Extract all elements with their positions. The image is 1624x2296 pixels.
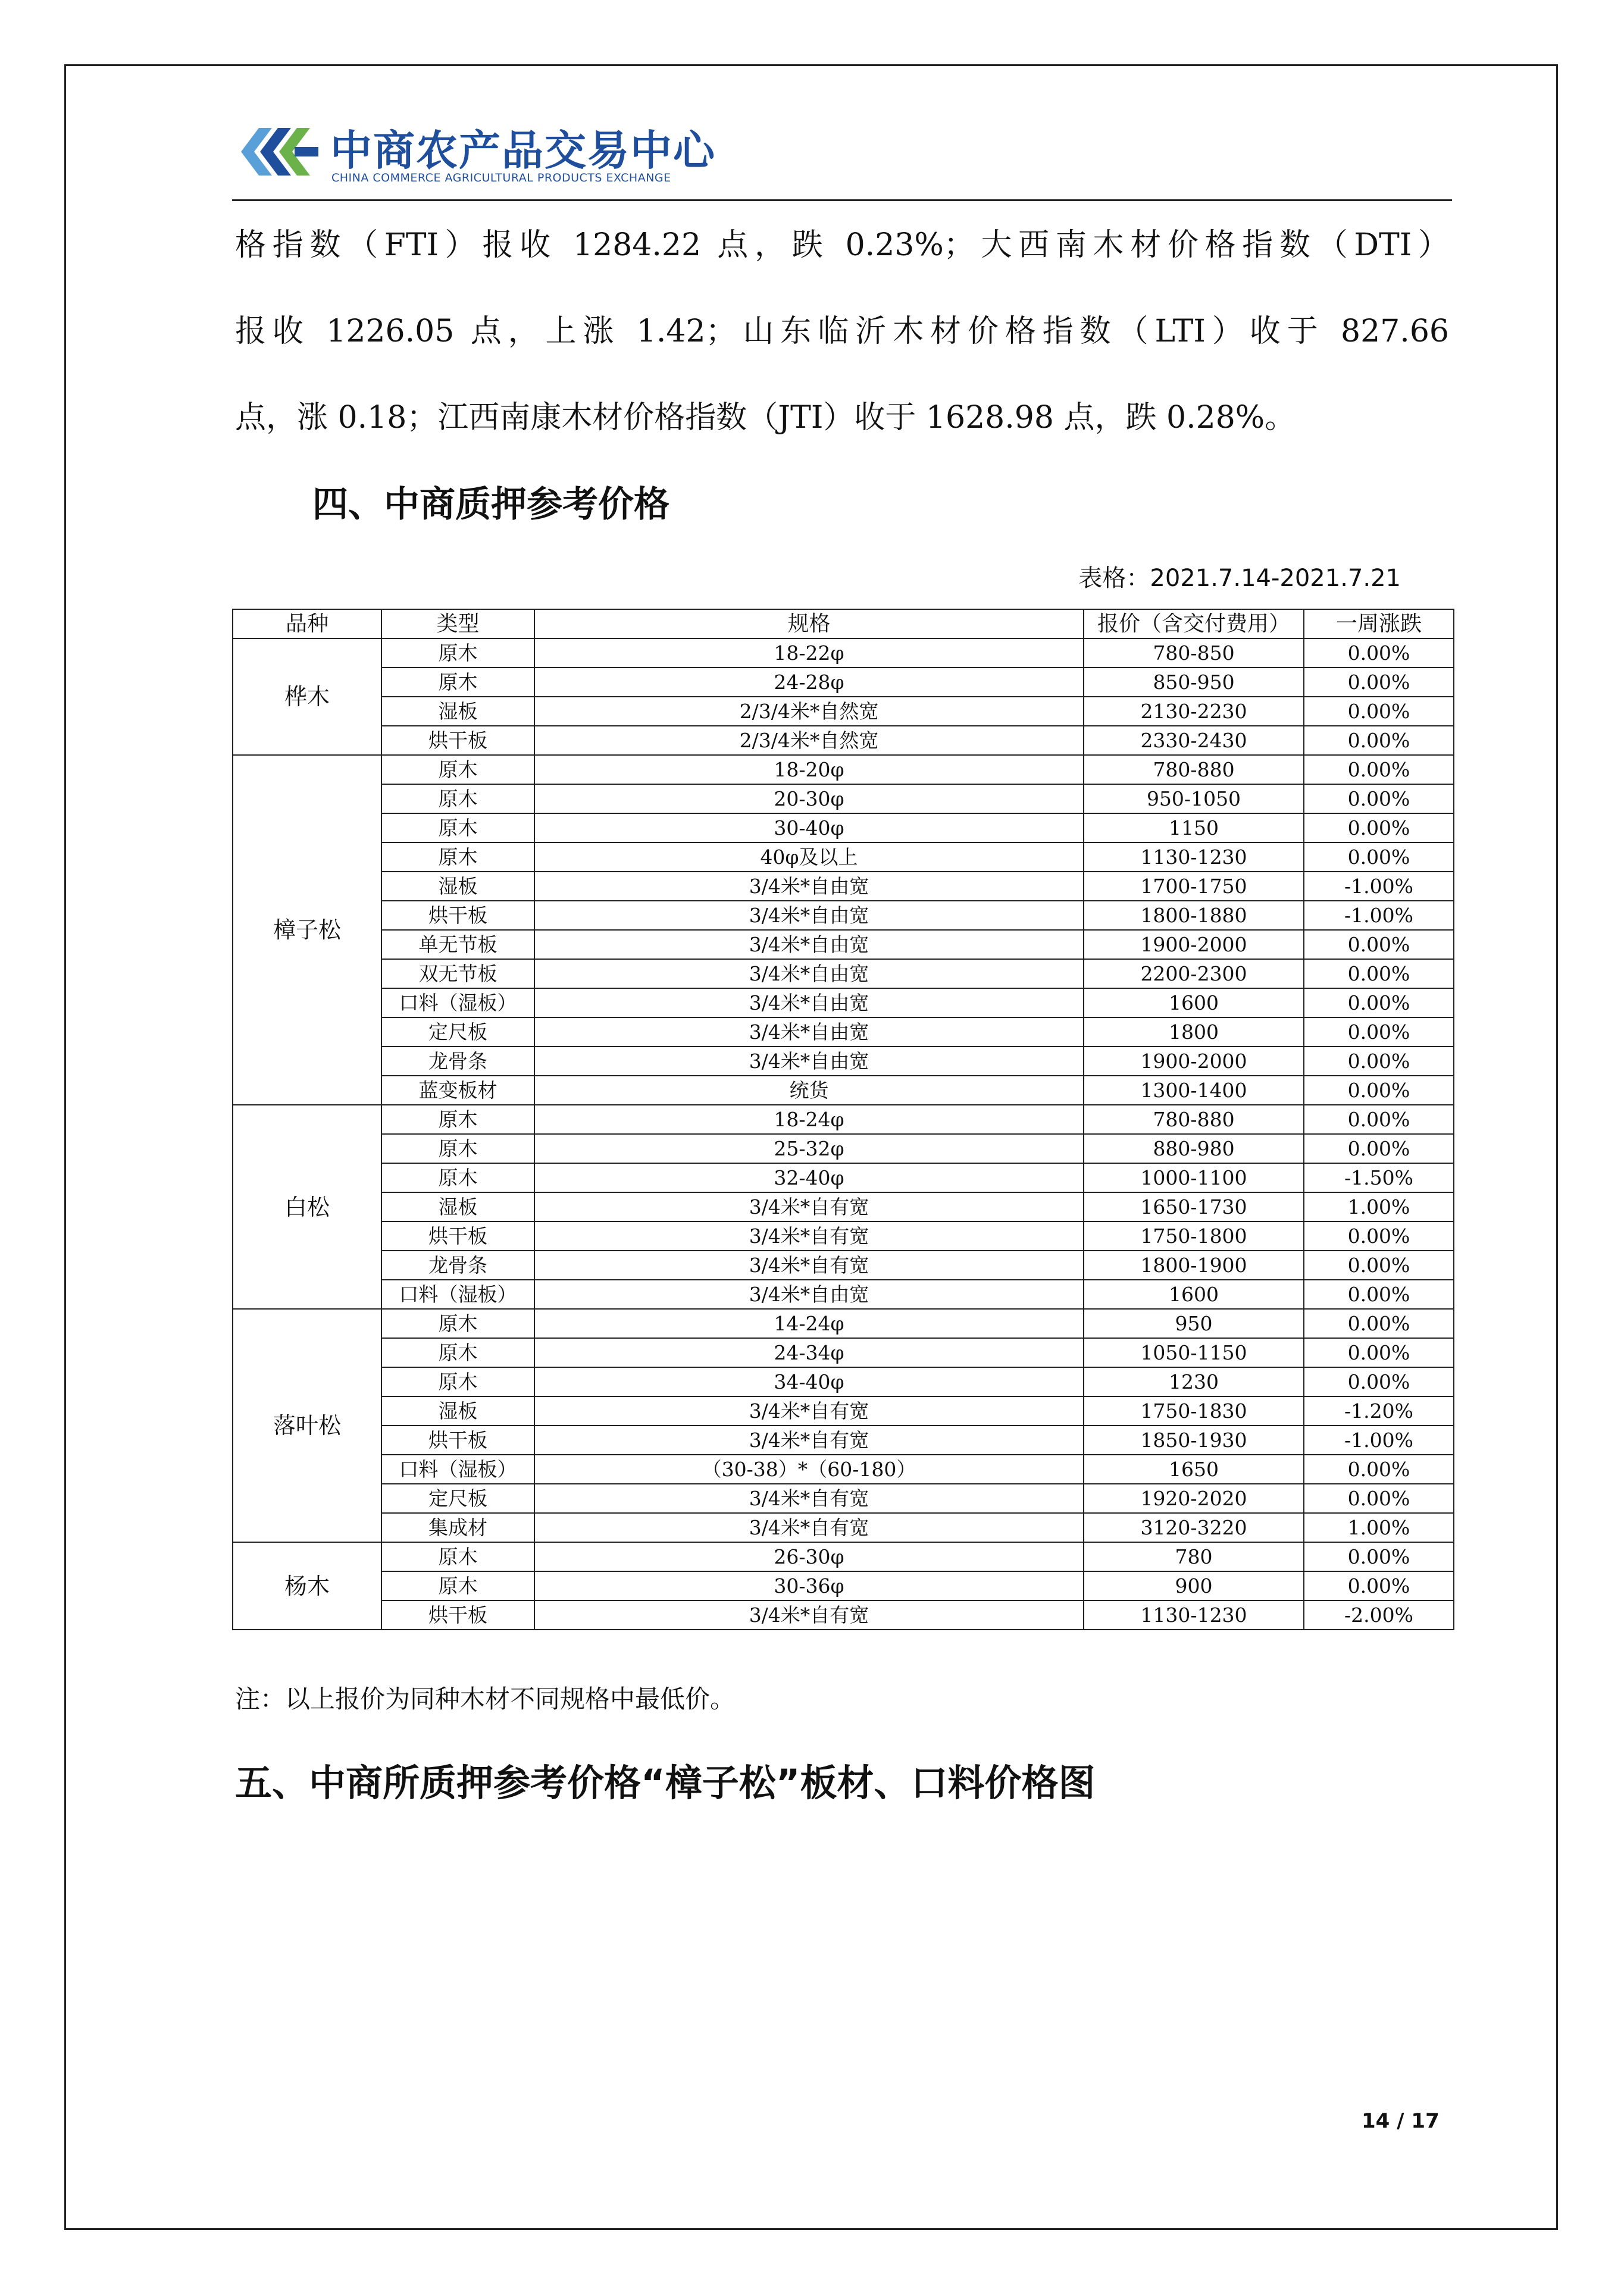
table-row [233,1513,1454,1542]
price-cell: 850-950 [1084,668,1304,697]
table-row [233,1163,1454,1192]
table-row [233,1600,1454,1630]
type-cell: 原木 [381,813,534,842]
table-row [233,668,1454,697]
change-cell: 0.00% [1304,1338,1454,1367]
spec-cell: 18-24φ [534,1105,1084,1134]
table-row [233,1367,1454,1396]
paragraph-line: 格指数（FTI）报收 1284.22 点，跌 0.23%；大西南木材价格指数（DTI） [235,227,1449,263]
change-cell: -2.00% [1304,1600,1454,1630]
spec-cell: 3/4米*自由宽 [534,1017,1084,1047]
type-cell: 原木 [381,784,534,813]
change-cell: 0.00% [1304,668,1454,697]
table-row [233,1105,1454,1134]
change-cell: 0.00% [1304,1309,1454,1338]
type-cell: 原木 [381,1367,534,1396]
price-cell: 1750-1800 [1084,1221,1304,1251]
change-cell: -1.20% [1304,1396,1454,1426]
table-row [233,1542,1454,1571]
price-cell: 1650 [1084,1455,1304,1484]
table-row [233,1338,1454,1367]
change-cell: 0.00% [1304,697,1454,726]
table-row [233,872,1454,901]
type-cell: 龙骨条 [381,1251,534,1280]
spec-cell: 30-40φ [534,813,1084,842]
spec-cell: 26-30φ [534,1542,1084,1571]
change-cell: 0.00% [1304,813,1454,842]
price-cell: 880-980 [1084,1134,1304,1163]
change-cell: 0.00% [1304,1484,1454,1513]
table-row [233,1280,1454,1309]
variety-cell: 桦木 [233,638,381,755]
type-cell: 原木 [381,1542,534,1571]
type-cell: 蓝变板材 [381,1076,534,1105]
type-cell: 原木 [381,755,534,784]
spec-cell: 24-28φ [534,668,1084,697]
paragraph-line: 点，涨 0.18；江西南康木材价格指数（JTI）收于 1628.98 点，跌 0.28%。 [235,400,1296,436]
price-cell: 950 [1084,1309,1304,1338]
pledge-price-table [232,609,1454,1630]
change-cell: -1.00% [1304,1426,1454,1455]
price-cell: 780-850 [1084,638,1304,668]
change-cell: 0.00% [1304,1221,1454,1251]
col-header-variety: 品种 [233,609,381,638]
change-cell: 0.00% [1304,1251,1454,1280]
spec-cell: 3/4米*自由宽 [534,959,1084,988]
table-row [233,988,1454,1017]
logo-title-cn: 中商农产品交易中心 [330,126,716,175]
price-cell: 1920-2020 [1084,1484,1304,1513]
col-header-weekly-change: 一周涨跌 [1304,609,1454,638]
price-cell: 3120-3220 [1084,1513,1304,1542]
type-cell: 口料（湿板） [381,1280,534,1309]
variety-cell: 樟子松 [233,755,381,1105]
type-cell: 烘干板 [381,1600,534,1630]
spec-cell: 2/3/4米*自然宽 [534,726,1084,755]
table-note: 注：以上报价为同种木材不同规格中最低价。 [235,1684,736,1714]
type-cell: 原木 [381,1163,534,1192]
type-cell: 口料（湿板） [381,988,534,1017]
change-cell: 0.00% [1304,1280,1454,1309]
index-paragraph [235,202,1449,461]
price-cell: 780-880 [1084,1105,1304,1134]
type-cell: 烘干板 [381,1426,534,1455]
table-date-caption: 表格：2021.7.14-2021.7.21 [1078,565,1401,592]
table-row [233,1221,1454,1251]
table-row [233,1047,1454,1076]
table-row [233,1571,1454,1600]
spec-cell: 30-36φ [534,1571,1084,1600]
type-cell: 湿板 [381,697,534,726]
spec-cell: 14-24φ [534,1309,1084,1338]
change-cell: -1.50% [1304,1163,1454,1192]
table-row [233,959,1454,988]
header-divider [232,199,1452,201]
price-cell: 1700-1750 [1084,872,1304,901]
page-header [235,110,1449,199]
spec-cell: 3/4米*自有宽 [534,1426,1084,1455]
table-row [233,697,1454,726]
change-cell: 0.00% [1304,1076,1454,1105]
col-header-spec: 规格 [534,609,1084,638]
table-row [233,842,1454,872]
spec-cell: 3/4米*自有宽 [534,1221,1084,1251]
price-cell: 780-880 [1084,755,1304,784]
type-cell: 单无节板 [381,930,534,959]
type-cell: 湿板 [381,872,534,901]
change-cell: 0.00% [1304,959,1454,988]
table-row [233,1455,1454,1484]
change-cell: 0.00% [1304,1367,1454,1396]
price-cell: 1800 [1084,1017,1304,1047]
type-cell: 原木 [381,1134,534,1163]
price-cell: 1130-1230 [1084,1600,1304,1630]
price-cell: 1150 [1084,813,1304,842]
price-cell: 1600 [1084,988,1304,1017]
type-cell: 烘干板 [381,901,534,930]
type-cell: 原木 [381,1309,534,1338]
spec-cell: 3/4米*自有宽 [534,1484,1084,1513]
change-cell: 0.00% [1304,842,1454,872]
table-row [233,1309,1454,1338]
change-cell: -1.00% [1304,901,1454,930]
type-cell: 原木 [381,668,534,697]
change-cell: 0.00% [1304,1455,1454,1484]
price-cell: 1850-1930 [1084,1426,1304,1455]
change-cell: 1.00% [1304,1192,1454,1221]
change-cell: -1.00% [1304,872,1454,901]
table-row [233,1251,1454,1280]
price-cell: 1000-1100 [1084,1163,1304,1192]
price-cell: 1900-2000 [1084,1047,1304,1076]
table-row [233,638,1454,668]
table-row [233,930,1454,959]
spec-cell: 3/4米*自由宽 [534,1047,1084,1076]
spec-cell: 25-32φ [534,1134,1084,1163]
type-cell: 烘干板 [381,1221,534,1251]
change-cell: 0.00% [1304,1017,1454,1047]
type-cell: 原木 [381,638,534,668]
type-cell: 原木 [381,842,534,872]
spec-cell: 32-40φ [534,1163,1084,1192]
change-cell: 0.00% [1304,1105,1454,1134]
spec-cell: 3/4米*自有宽 [534,1192,1084,1221]
exchange-logo-icon [235,116,324,187]
spec-cell: 34-40φ [534,1367,1084,1396]
type-cell: 原木 [381,1571,534,1600]
price-cell: 1750-1830 [1084,1396,1304,1426]
table-row [233,1192,1454,1221]
price-cell: 1600 [1084,1280,1304,1309]
logo-title-en: CHINA COMMERCE AGRICULTURAL PRODUCTS EXCHANGE [331,171,671,184]
type-cell: 湿板 [381,1192,534,1221]
table-row [233,726,1454,755]
type-cell: 龙骨条 [381,1047,534,1076]
price-cell: 900 [1084,1571,1304,1600]
type-cell: 双无节板 [381,959,534,988]
price-cell: 1050-1150 [1084,1338,1304,1367]
price-cell: 780 [1084,1542,1304,1571]
spec-cell: 24-34φ [534,1338,1084,1367]
change-cell: 0.00% [1304,988,1454,1017]
price-cell: 2200-2300 [1084,959,1304,988]
price-cell: 1800-1880 [1084,901,1304,930]
type-cell: 湿板 [381,1396,534,1426]
price-cell: 1300-1400 [1084,1076,1304,1105]
type-cell: 定尺板 [381,1484,534,1513]
spec-cell: 40φ及以上 [534,842,1084,872]
spec-cell: 3/4米*自由宽 [534,872,1084,901]
variety-cell: 杨木 [233,1542,381,1630]
section-5-title: 五、中商所质押参考价格“樟子松”板材、口料价格图 [235,1761,1096,1805]
spec-cell: 3/4米*自由宽 [534,901,1084,930]
table-row [233,755,1454,784]
price-cell: 1800-1900 [1084,1251,1304,1280]
table-row [233,901,1454,930]
change-cell: 0.00% [1304,1571,1454,1600]
change-cell: 0.00% [1304,726,1454,755]
type-cell: 口料（湿板） [381,1455,534,1484]
col-header-type: 类型 [381,609,534,638]
change-cell: 0.00% [1304,784,1454,813]
spec-cell: 3/4米*自有宽 [534,1396,1084,1426]
change-cell: 1.00% [1304,1513,1454,1542]
spec-cell: 统货 [534,1076,1084,1105]
type-cell: 烘干板 [381,726,534,755]
price-cell: 1230 [1084,1367,1304,1396]
type-cell: 原木 [381,1105,534,1134]
price-cell: 2130-2230 [1084,697,1304,726]
change-cell: 0.00% [1304,1047,1454,1076]
table-row [233,1017,1454,1047]
col-header-price: 报价（含交付费用） [1084,609,1304,638]
spec-cell: 3/4米*自有宽 [534,1600,1084,1630]
spec-cell: 18-22φ [534,638,1084,668]
spec-cell: 2/3/4米*自然宽 [534,697,1084,726]
table-row [233,1396,1454,1426]
variety-cell: 白松 [233,1105,381,1309]
spec-cell: 20-30φ [534,784,1084,813]
type-cell: 原木 [381,1338,534,1367]
table-row [233,1134,1454,1163]
change-cell: 0.00% [1304,755,1454,784]
change-cell: 0.00% [1304,930,1454,959]
spec-cell: 3/4米*自由宽 [534,1280,1084,1309]
spec-cell: 3/4米*自有宽 [534,1251,1084,1280]
table-row [233,813,1454,842]
spec-cell: 18-20φ [534,755,1084,784]
spec-cell: 3/4米*自由宽 [534,930,1084,959]
price-cell: 950-1050 [1084,784,1304,813]
section-4-title: 四、中商质押参考价格 [312,484,669,525]
page-number: 14 / 17 [1362,2109,1440,2133]
price-cell: 2330-2430 [1084,726,1304,755]
table-row [233,1076,1454,1105]
table-row [233,784,1454,813]
change-cell: 0.00% [1304,638,1454,668]
change-cell: 0.00% [1304,1134,1454,1163]
spec-cell: 3/4米*自有宽 [534,1513,1084,1542]
table-row [233,1426,1454,1455]
price-cell: 1650-1730 [1084,1192,1304,1221]
spec-cell: （30-38）*（60-180） [534,1455,1084,1484]
table-row [233,1484,1454,1513]
variety-cell: 落叶松 [233,1309,381,1542]
table-header-row [233,609,1454,638]
price-cell: 1900-2000 [1084,930,1304,959]
paragraph-line: 报收 1226.05 点，上涨 1.42；山东临沂木材价格指数（LTI）收于 827.66 [235,314,1449,349]
type-cell: 定尺板 [381,1017,534,1047]
spec-cell: 3/4米*自由宽 [534,988,1084,1017]
change-cell: 0.00% [1304,1542,1454,1571]
table-body [233,638,1454,1630]
price-cell: 1130-1230 [1084,842,1304,872]
type-cell: 集成材 [381,1513,534,1542]
